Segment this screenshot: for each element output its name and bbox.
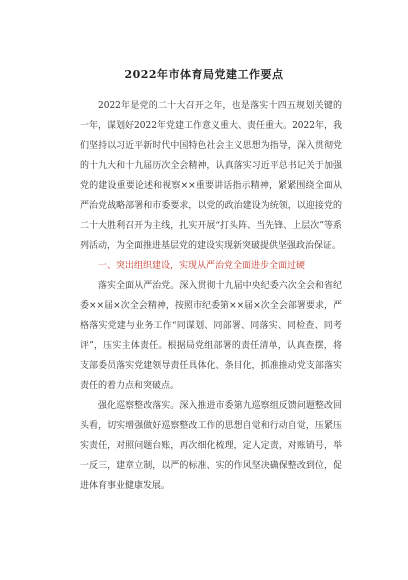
paragraph-strict-governance: 落实全面从严治党。深入贯彻十九届中央纪委六次全会和省纪委××届×次全会精神，按照市纪委第××届×次全会部署要求，严格落实党建与业务工作“同谋划、同部署、同落实、同检查、同考评”，压实主体责任。根据局党组部署的责任清单，认真查摆，将支部委员落实党建领导责任具体化、条目化，抓准推动党支部落实责任的着力点和突破点。 [80,281,342,391]
paragraph-intro: 2022年是党的二十大召开之年，也是落实十四五规划关键的一年，谋划好2022年党建工作意义重大、责任重大。2022年，我们坚持以习近平新时代中国特色社会主义思想为指导，深入贯彻党的十九大和十九届历次全会精神，认真落实习近平总书记关于加强党的建设重要论述和视察××重要讲话指示精神，紧紧围绕全面从严治党战略部署和市委要求，以党的政治建设为统领，以迎接党的二十大胜利召开为主线，扎实开展“打头阵、当先锋、上层次”等系列活动，为全面推进基层党的建设实现新突破提供坚强政治保证。 [80,101,342,251]
section-heading: 一、突出组织建设，实现从严治党全面进步全面过硬 [98,261,306,271]
paragraph-inspection-rectification: 强化巡察整改落实。深入推进市委第九巡察组反馈问题整改回头看，切实增强做好巡察整改工作的思想自觉和行动自觉，压紧压实责任，对照问题台账，再次细化梳理，定人定责，对账销号，举一反三，建章立制，以严的标准、实的作风坚决确保整改到位，促进体育事业健康发展。 [80,401,342,491]
document-title: 2022年市体育局党建工作要点 [124,68,284,81]
document-body [80,96,342,496]
